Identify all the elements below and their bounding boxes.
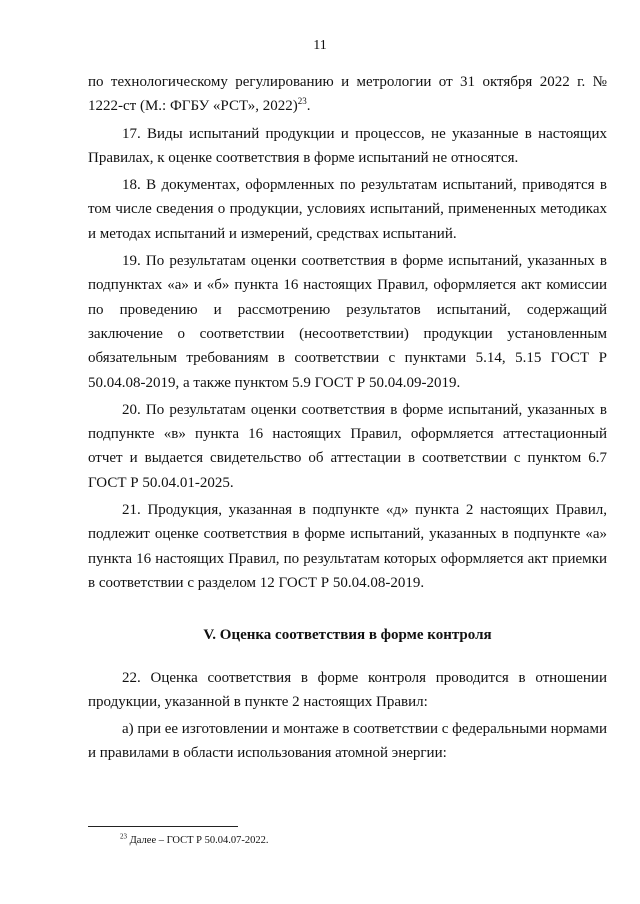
footnote-marker: 23 xyxy=(120,832,127,841)
footnote xyxy=(120,834,269,848)
paragraph-item-18: 18. В документах, оформленных по результатам испытаний, приводятся в том числе сведения о продукции, условиях испытаний, примененных методиках и методах испытаний и измерений, средствах испытаний. xyxy=(88,177,607,242)
page-number: 11 xyxy=(313,38,327,53)
document-body xyxy=(88,70,607,766)
paragraph-item-22: 22. Оценка соответствия в форме контроля проводится в отношении продукции, указанной в пункте 2 настоящих Правил: xyxy=(88,669,607,710)
footnote-text: Далее – ГОСТ Р 50.04.07-2022. xyxy=(127,835,269,846)
paragraph-end-punctuation: . xyxy=(306,98,311,115)
paragraph-item-22a: а) при ее изготовлении и монтаже в соответствии с федеральными нормами и правилами в области использования атомной энергии: xyxy=(88,721,607,762)
paragraph-item-17: 17. Виды испытаний продукции и процессов, не указанные в настоящих Правилах, к оценке соответствия в форме испытаний не относятся. xyxy=(88,125,607,166)
footnote-separator xyxy=(88,826,238,827)
footnote-reference[interactable]: 23 xyxy=(297,96,307,107)
paragraph-text: по технологическому регулированию и метрологии от 31 октября 2022 г. № 1222-ст (М.: ФГБУ «РСТ», 2022) xyxy=(88,74,607,115)
paragraph-item-20: 20. По результатам оценки соответствия в форме испытаний, указанных в подпункте «в» пункта 16 настоящих Правил, оформляется аттестационный отчет и выдается свидетельство об аттестации в соответствии с пунктом 6.7 ГОСТ Р 50.04.01-2025. xyxy=(88,401,607,491)
paragraph-continuation xyxy=(88,70,607,119)
paragraph-item-21: 21. Продукция, указанная в подпункте «д» пункта 2 настоящих Правил, подлежит оценке соответствия в форме испытаний, указанных в подпункте «а» пункта 16 настоящих Правил, по результатам которых оформляется акт приемки в соответствии с разделом 12 ГОСТ Р 50.04.08-2019. xyxy=(88,502,607,591)
section-heading: V. Оценка соответствия в форме контроля xyxy=(203,627,492,644)
paragraph-item-19: 19. По результатам оценки соответствия в форме испытаний, указанных в подпунктах «а» и «б» пункта 16 настоящих Правил, оформляется акт комиссии по проведению и рассмотрению результатов испытаний, содержащий заключение о соответствии (несоответствии) продукции установленным обязательным требованиям в соответствии с пунктами 5.14, 5.15 ГОСТ Р 50.04.08-2019, а также пунктом 5.9 ГОСТ Р 50.04.09-2019. xyxy=(88,253,607,391)
